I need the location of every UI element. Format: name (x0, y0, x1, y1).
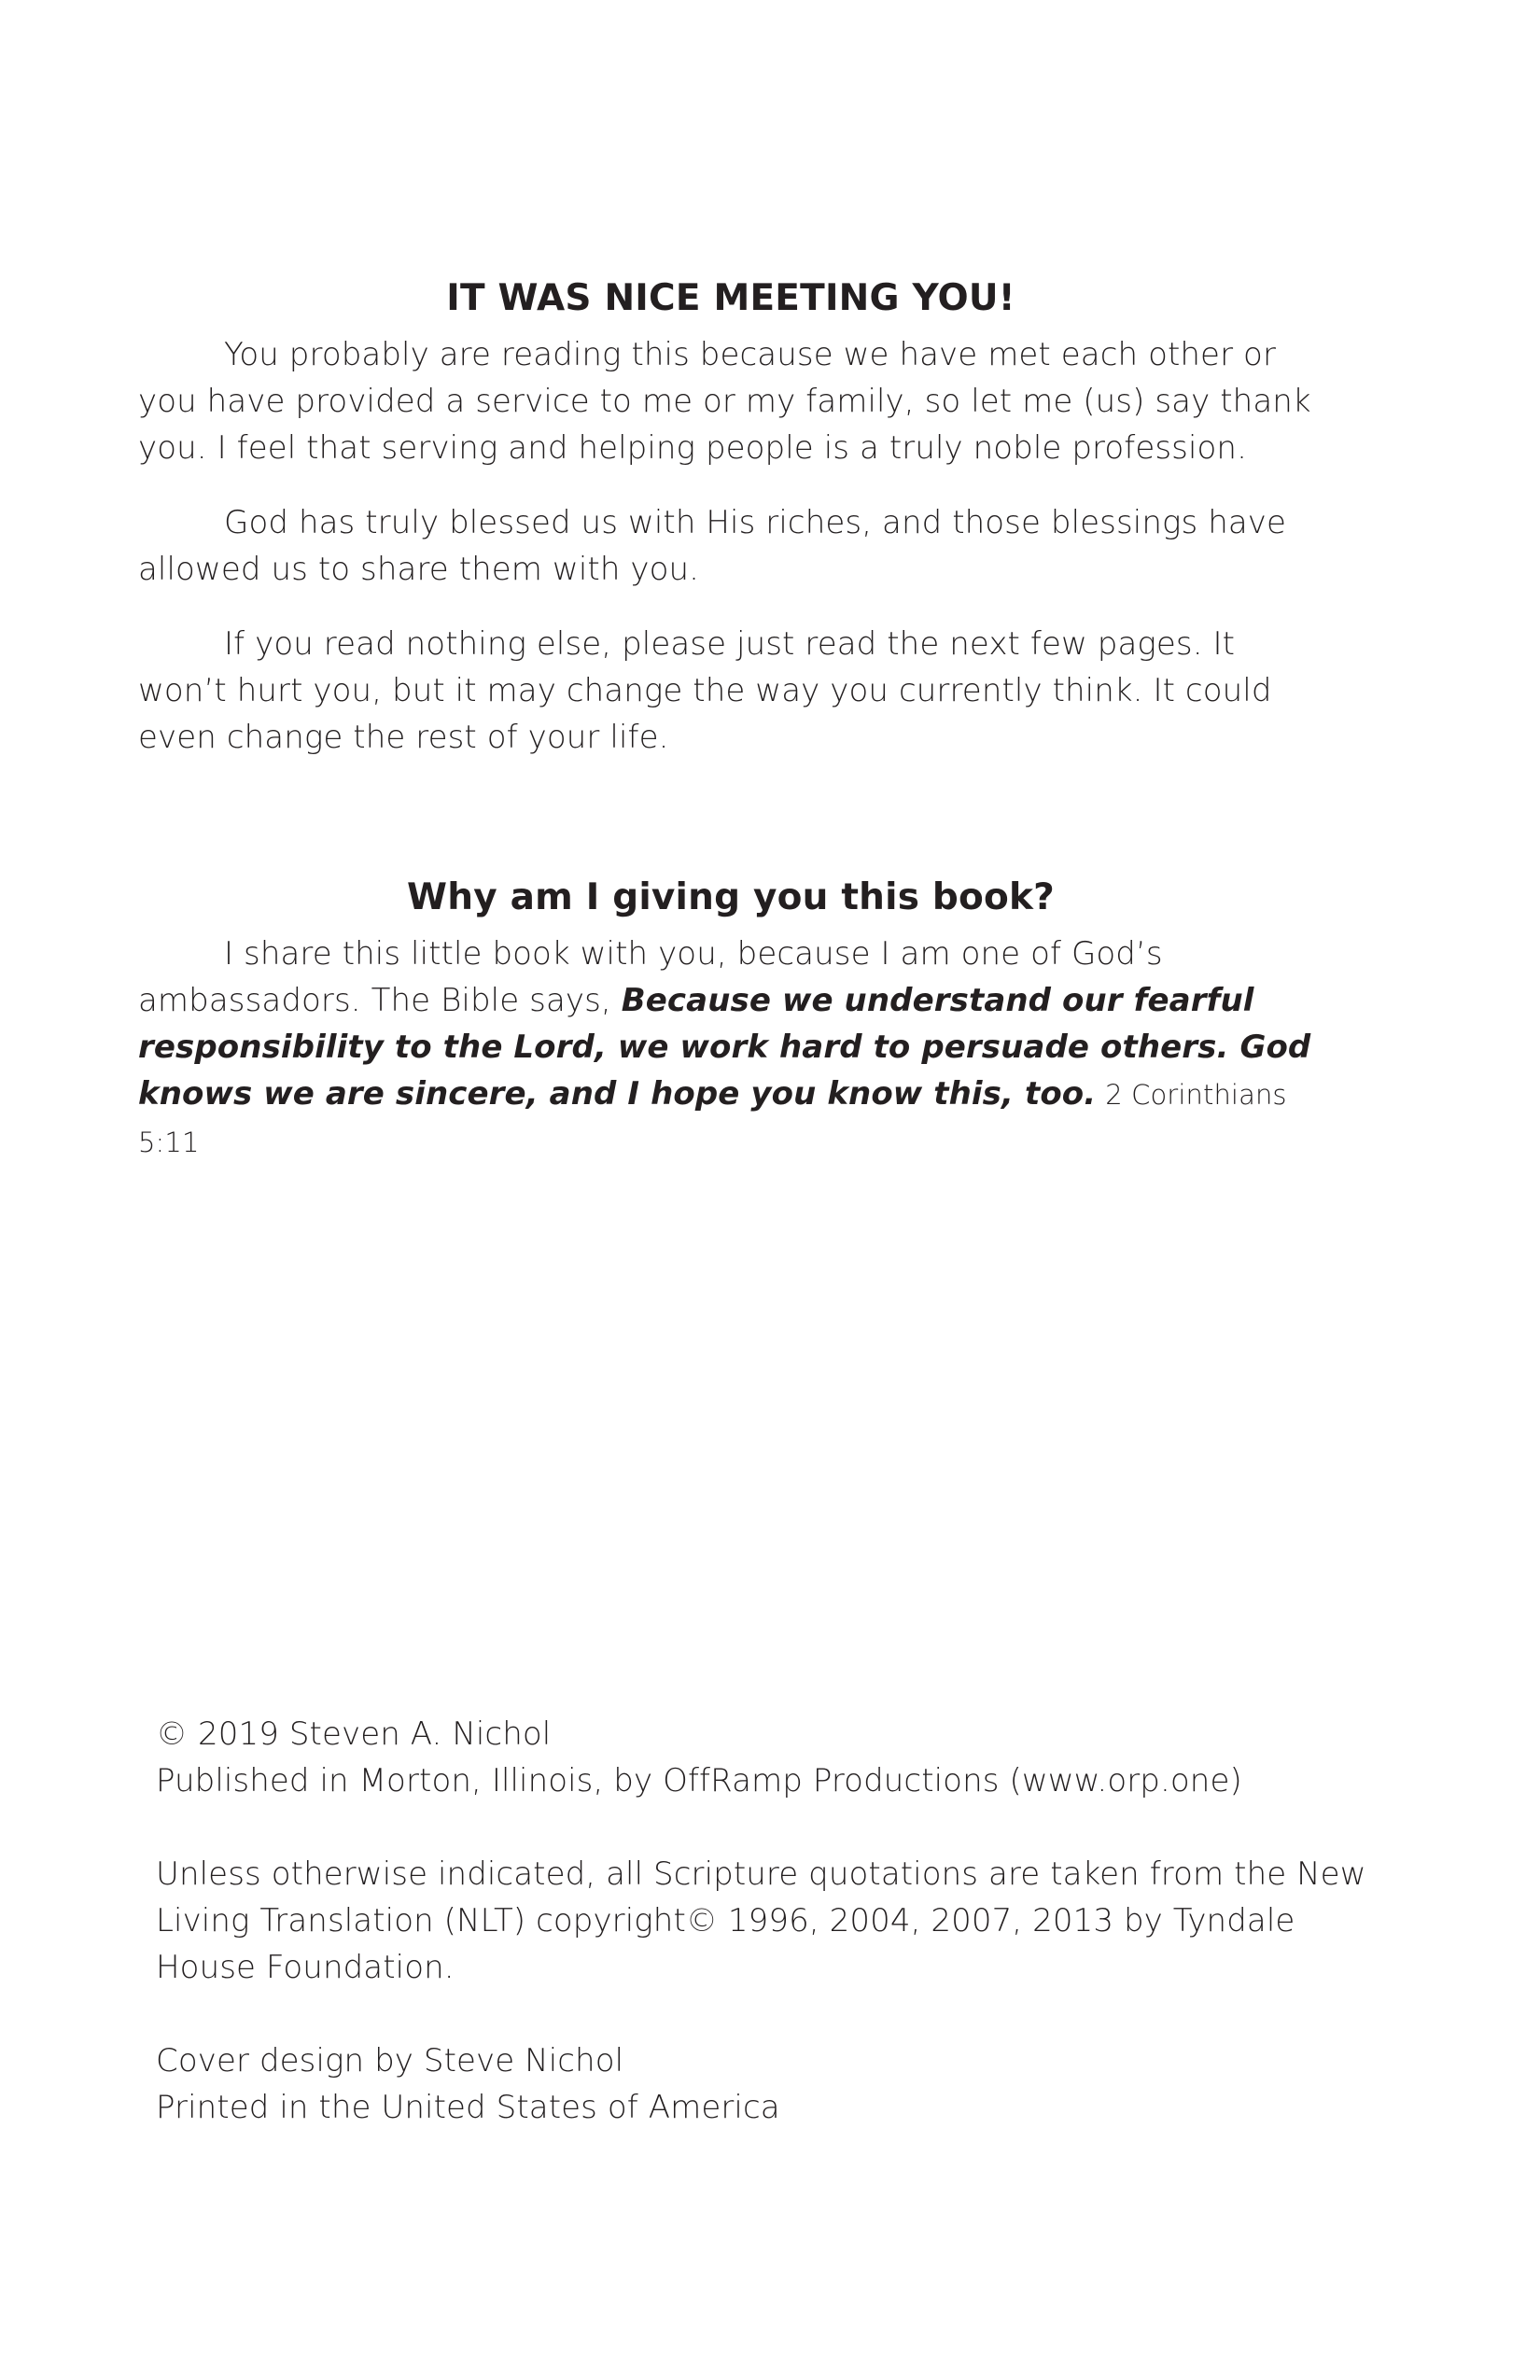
bible-quote: Because we understand our fearful responsibility to the Lord, we work hard to persuade others. God knows we are sincere, and I hope you know this, too. (138, 982, 1311, 1113)
credits-block (156, 2037, 1397, 2131)
why-lead-text: I share this little book with you, because I am one of God’s ambassadors. The Bible says, (138, 935, 1163, 1019)
why-section (138, 875, 1323, 1166)
copyright-section (156, 1711, 1397, 2131)
bible-reference: 2 Corinthians 5:11 (138, 1079, 1287, 1158)
intro-section (138, 275, 1323, 761)
intro-paragraph: If you read nothing else, please just read the next few pages. It won’t hurt you, but it may change the way you currently think. It could even change the rest of your life. (138, 625, 1272, 756)
copyright-block (156, 1711, 1397, 1804)
intro-paragraph: God has truly blessed us with His riches, and those blessings have allowed us to share them with you. (138, 504, 1287, 588)
copyright-line: © 2019 Steven A. Nichol (156, 1715, 552, 1753)
printed-line: Printed in the United States of America (156, 2089, 780, 2126)
intro-heading: IT WAS NICE MEETING YOU! (446, 277, 1015, 319)
scripture-notice: Unless otherwise indicated, all Scripture quotations are taken from the New Living Translation (NLT) copyright© 1996, 2004, 2007, 2013 by Tyndale House Foundation. (156, 1855, 1366, 1986)
cover-design-line: Cover design by Steve Nichol (156, 2042, 624, 2079)
publisher-line: Published in Morton, Illinois, by OffRamp Productions (www.orp.one) (156, 1762, 1242, 1799)
why-heading: Why am I giving you this book? (407, 876, 1055, 918)
why-paragraph (138, 931, 1323, 1166)
intro-paragraph: You probably are reading this because we have met each other or you have provided a service to me or my family, so let me (us) say thank you. I feel that serving and helping people is a truly noble profession. (138, 336, 1311, 467)
